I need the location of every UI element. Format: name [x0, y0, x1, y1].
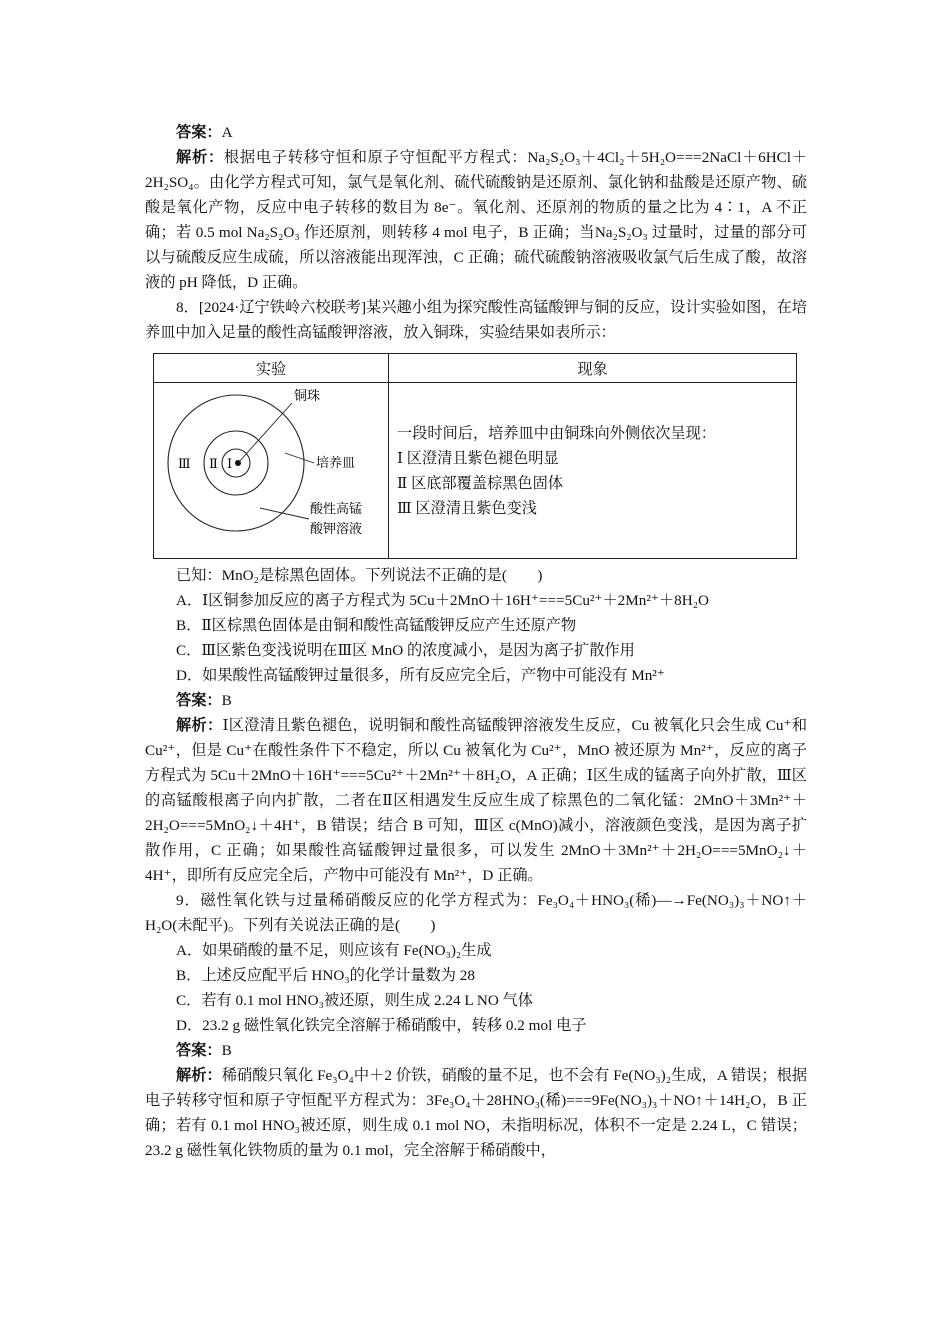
phenomenon-cell [389, 383, 797, 559]
solution-pointer-line [260, 508, 309, 519]
solution-label-line1: 酸性高锰 [310, 501, 363, 516]
q8-stem: 8．[2024·辽宁铁岭六校联考]某兴趣小组为探究酸性高锰酸钾与铜的反应，设计实验如图，在培养皿中加入足量的酸性高锰酸钾溶液，放入铜珠，实验结果如表所示： [145, 299, 807, 341]
q8-answer: 答案：B [176, 692, 232, 709]
zone1-label: Ⅰ [227, 456, 233, 471]
q9-option-d: D．23.2 g 磁性氧化铁完全溶解于稀硝酸中，转移 0.2 mol 电子 [176, 1017, 587, 1034]
q8-option-d: D．如果酸性高锰酸钾过量很多，所有反应完全后，产物中可能没有 Mn²⁺ [176, 667, 665, 684]
q9-option-c: C．若有 0.1 mol HNO₃被还原，则生成 2.24 L NO 气体 [176, 992, 533, 1009]
q8-option-b: B．Ⅱ区棕黑色固体是由铜和酸性高锰酸钾反应产生还原产物 [176, 617, 577, 634]
dish-label: 培养皿 [316, 455, 356, 470]
document-page [145, 120, 807, 1163]
q9-stem: 9．磁性氧化铁与过量稀硝酸反应的化学方程式为：Fe₃O₄＋HNO₃(稀)—→Fe(NO₃)₃＋NO↑＋H₂O(未配平)。下列有关说法正确的是( ) [145, 892, 807, 934]
q9-answer: 答案：B [176, 1042, 232, 1059]
q9-option-a: A．如果硝酸的量不足，则应该有 Fe(NO₃)₂生成 [176, 942, 492, 959]
solution-label-line2: 酸钾溶液 [310, 521, 363, 536]
table-header-phenomenon: 现象 [389, 354, 797, 383]
phenomenon-line: Ⅰ 区澄清且紫色褪色明显 [397, 449, 559, 467]
q9-option-b: B．上述反应配平后 HNO₃的化学计量数为 28 [176, 967, 475, 984]
dish-pointer-line [285, 453, 314, 463]
petri-dish-figure [154, 383, 388, 553]
zone2-label: Ⅱ [209, 456, 218, 471]
q7-answer: 答案：A [176, 124, 233, 141]
q8-known: 已知：MnO₂是棕黑色固体。下列说法不正确的是( ) [176, 567, 543, 584]
experiment-table [153, 353, 797, 559]
q8-option-c: C．Ⅲ区紫色变浅说明在Ⅲ区 MnO 的浓度减小，是因为离子扩散作用 [176, 642, 635, 659]
experiment-figure-cell [154, 383, 389, 559]
zone3-label: Ⅲ [178, 456, 191, 471]
phenomenon-line: 一段时间后，培养皿中由铜珠向外侧依次呈现： [397, 424, 716, 442]
table-header-experiment: 实验 [154, 354, 389, 383]
q8-analysis: 解析：Ⅰ区澄清且紫色褪色，说明铜和酸性高锰酸钾溶液发生反应，Cu 被氧化只会生成 Cu⁺和 Cu²⁺，但是 Cu⁺在酸性条件下不稳定，所以 Cu 被氧化为 Cu²⁺，MnO 被还原为 Mn²⁺，反应的离子方程式为 5Cu＋2MnO＋16H⁺===5Cu²⁺＋2Mn²⁺＋8H₂O，A 正确；Ⅰ区生成的锰离子向外扩散，Ⅲ区的高锰酸根离子向内扩散，二者在Ⅱ区相遇发生反应生成了棕黑色的二氧化锰：2MnO＋3Mn²⁺＋2H₂O===5MnO₂↓＋4H⁺，B 错误；结合 B 可知，Ⅲ区 c(MnO)减小，溶液颜色变浅，是因为离子扩散作用，C 正确；如果酸性高锰酸钾过量很多，可以发生 2MnO＋3Mn²⁺＋2H₂O===5MnO₂↓＋4H⁺，即所有反应完全后，产物中可能没有 Mn²⁺，D 正确。 [145, 717, 808, 884]
q7-analysis: 解析：根据电子转移守恒和原子守恒配平方程式：Na₂S₂O₃＋4Cl₂＋5H₂O===2NaCl＋6HCl＋2H₂SO₄。由化学方程式可知，氯气是氧化剂、硫代硫酸钠是还原剂、氯化钠和盐酸是还原产物、硫酸是氧化产物，反应中电子转移的数目为 8e⁻。氧化剂、还原剂的物质的量之比为 4∶1，A 不正确；若 0.5 mol Na₂S₂O₃ 作还原剂，则转移 4 mol 电子，B 正确；当Na₂S₂O₃ 过量时，过量的部分可以与硫酸反应生成硫，所以溶液能出现浑浊，C 正确；硫代硫酸钠溶液吸收氯气后生成了酸，故溶液的 pH 降低，D 正确。 [145, 149, 807, 291]
phenomenon-line: Ⅲ 区澄清且紫色变浅 [397, 499, 537, 517]
q9-analysis: 解析：稀硝酸只氧化 Fe₃O₄中＋2 价铁，硝酸的量不足，也不会有 Fe(NO₃)₂生成，A 错误；根据电子转移守恒和原子守恒配平方程式为：3Fe₃O₄＋28HNO₃(稀)===9Fe(NO₃)₃＋NO↑＋14H₂O，B 正确；若有 0.1 mol HNO₃被还原，则生成 0.1 mol NO，未指明标况，体积不一定是 2.24 L，C 错误；23.2 g 磁性氧化铁物质的量为 0.1 mol，完全溶解于稀硝酸中， [145, 1067, 808, 1159]
q8-option-a: A．Ⅰ区铜参加反应的离子方程式为 5Cu＋2MnO＋16H⁺===5Cu²⁺＋2Mn²⁺＋8H₂O [176, 592, 709, 609]
bead-label: 铜珠 [294, 388, 321, 403]
phenomenon-line: Ⅱ 区底部覆盖棕黑色固体 [397, 474, 563, 492]
